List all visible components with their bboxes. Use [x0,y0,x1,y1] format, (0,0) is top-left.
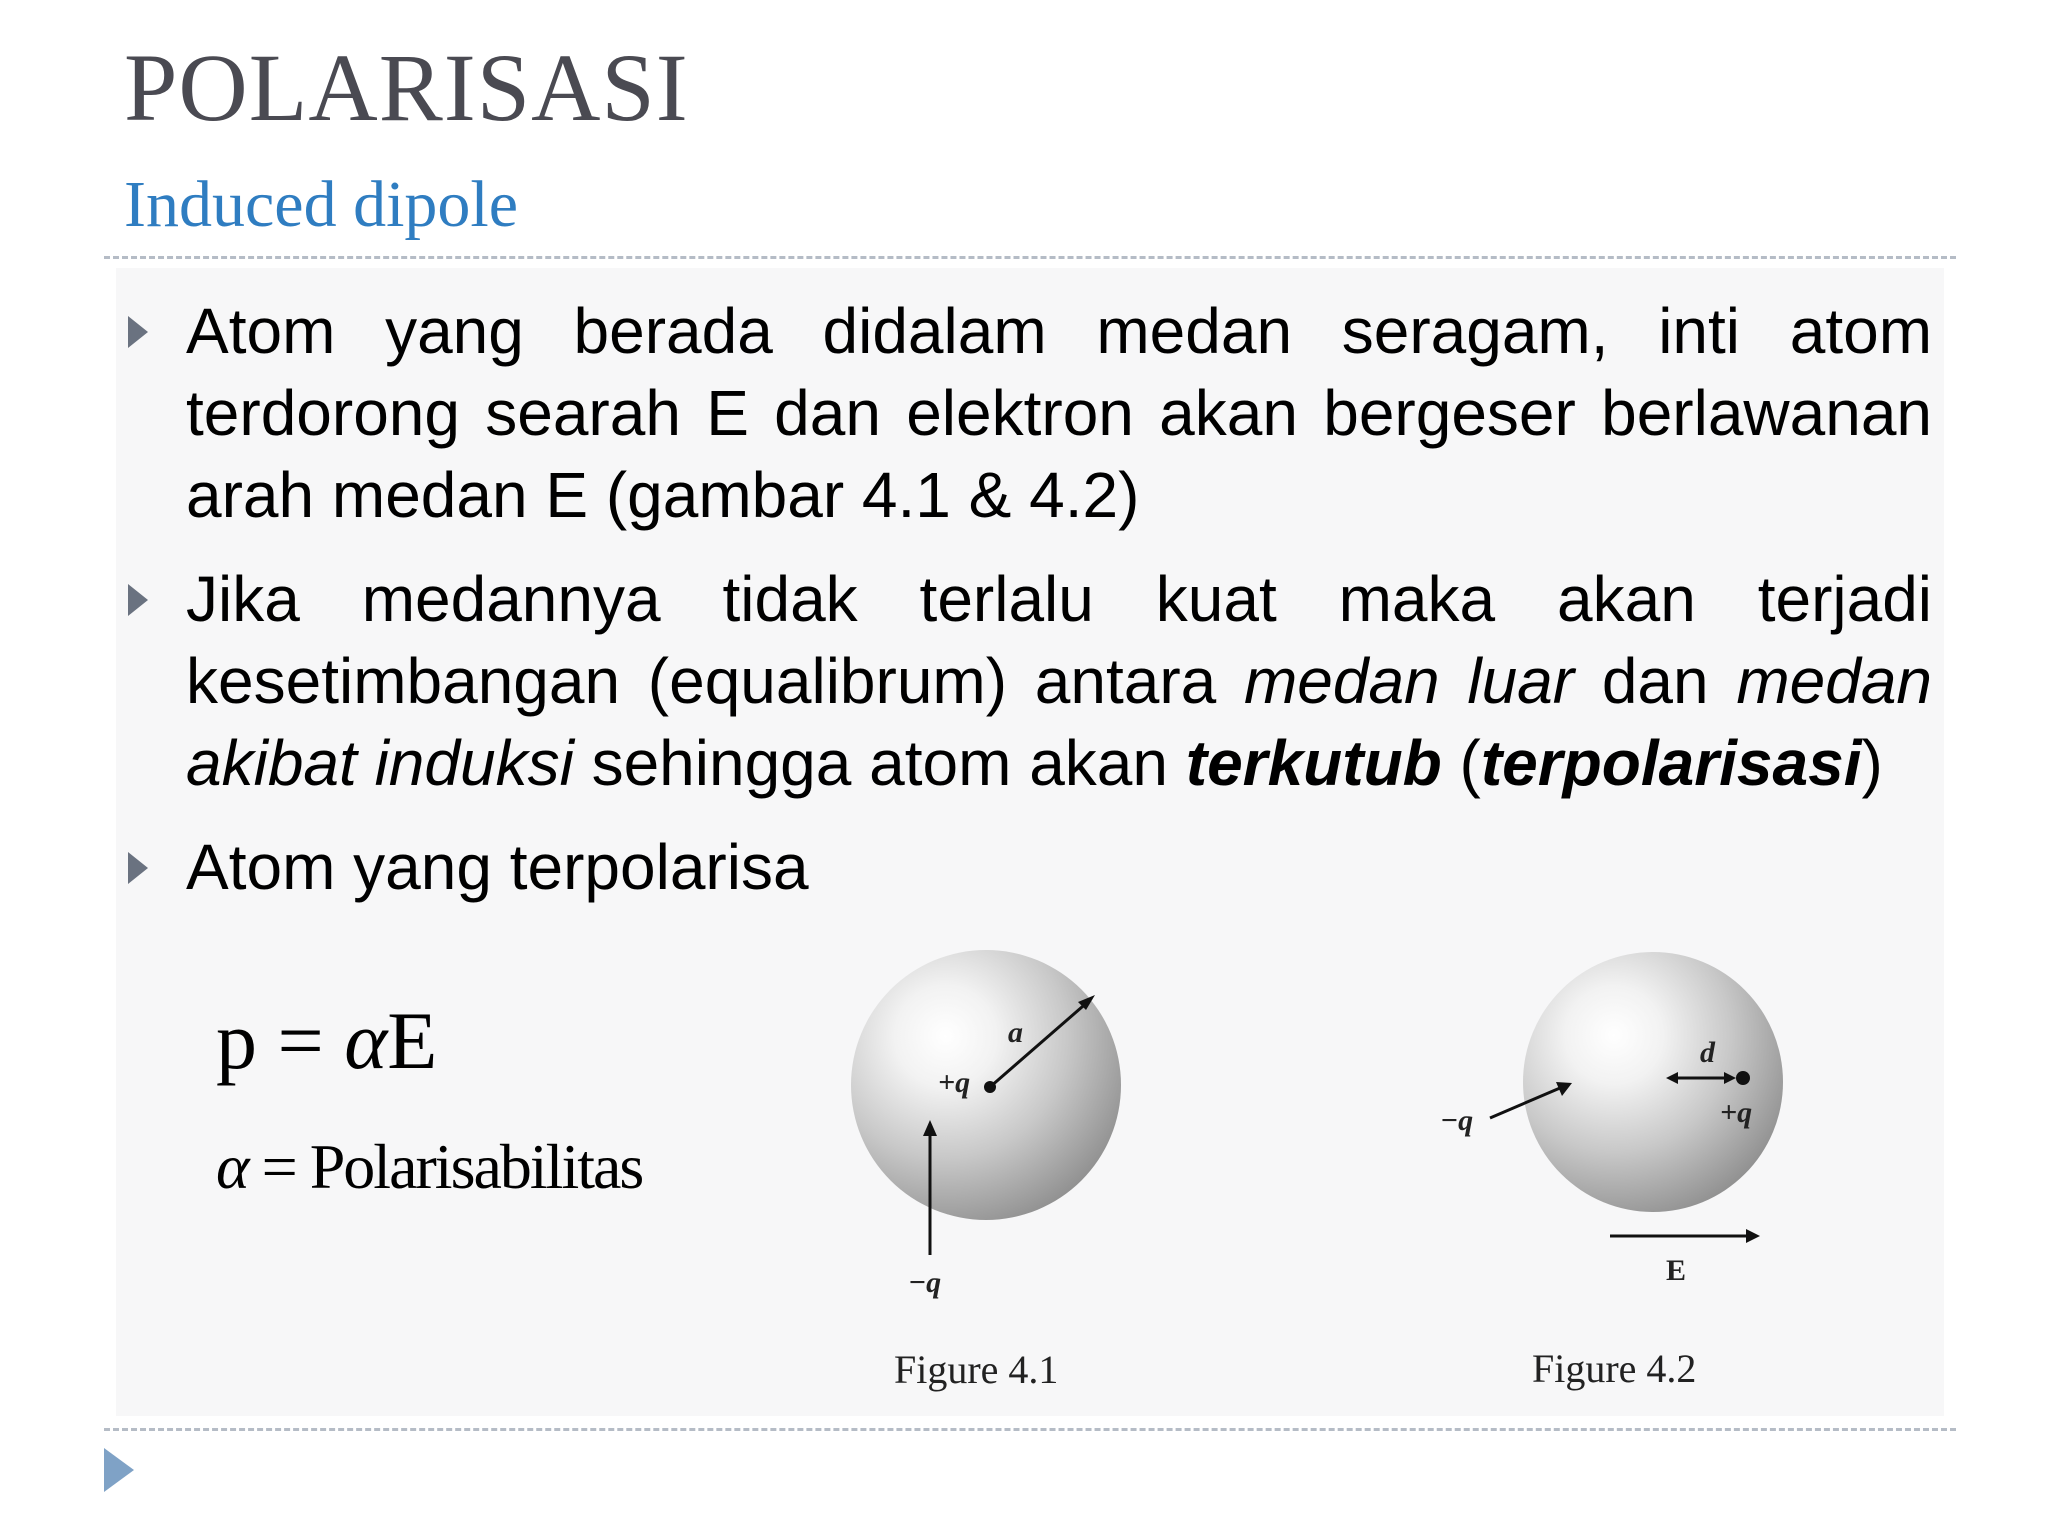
bullet-segment: Jika medannya tidak terlalu kuat maka akan terjadi kesetimbangan (equalibrum) antara [186,563,1932,717]
bullet-segment: ) [1861,727,1883,799]
bullet-segment: Atom yang berada didalam medan seragam, inti atom terdorong searah E dan elektron akan bergeser berlawanan arah medan E (gambar 4.1 & 4.2) [186,295,1932,531]
next-slide-arrow-icon[interactable] [104,1448,134,1492]
slide-subtitle: Induced dipole [124,168,519,241]
bullet-segment: terpolarisasi [1480,727,1862,799]
bullet-segment: terkutub [1185,727,1442,799]
bullet-text [186,831,809,903]
definition-alpha: α [216,1131,248,1202]
nucleus-dot [984,1081,996,1093]
definition-label: Polarisabilitas [309,1131,643,1202]
bullet-list [120,290,1932,930]
label-radius: a [1008,1016,1023,1049]
field-arrowhead-icon [1746,1229,1760,1243]
slide-title: POLARISASI [124,34,689,141]
formula-field: E [387,995,438,1086]
bottom-divider [104,1428,1956,1431]
bullet-item [120,290,1932,536]
bullet-arrow-icon [128,316,148,348]
top-divider [104,256,1956,259]
bullet-segment: Atom yang terpolarisa [186,831,809,903]
bullet-item [120,826,956,908]
figure-4-1-caption: Figure 4.1 [894,1347,1059,1392]
label-positive-charge: +q [938,1066,971,1099]
polarization-formula [216,995,438,1086]
bullet-segment: sehingga atom akan [573,727,1186,799]
bullet-text [186,295,1932,531]
bullet-item [120,558,1932,804]
definition-equals: = [247,1131,310,1202]
label-positive-charge: +q [1720,1096,1753,1129]
label-negative-charge: −q [908,1266,942,1299]
bullet-segment: medan akibat induksi [186,645,1933,799]
bullet-segment: ( [1441,727,1481,799]
bullet-arrow-icon [128,584,148,616]
bullet-text [186,563,1932,799]
bullet-arrow-icon [128,852,148,884]
formula-equals: = [257,995,345,1086]
label-negative-charge: −q [1440,1104,1474,1137]
label-displacement: d [1700,1036,1715,1069]
nucleus-dot [1736,1071,1750,1085]
figure-4-2 [1430,940,1820,1300]
figure-4-1 [830,940,1150,1300]
formula-p: p [216,995,257,1086]
formula-alpha: α [344,995,388,1086]
polarizability-definition [216,1131,643,1202]
label-field: E [1666,1254,1687,1287]
bullet-segment: medan luar [1243,645,1575,717]
figure-4-2-caption: Figure 4.2 [1532,1346,1697,1391]
bullet-segment: dan [1574,645,1737,717]
